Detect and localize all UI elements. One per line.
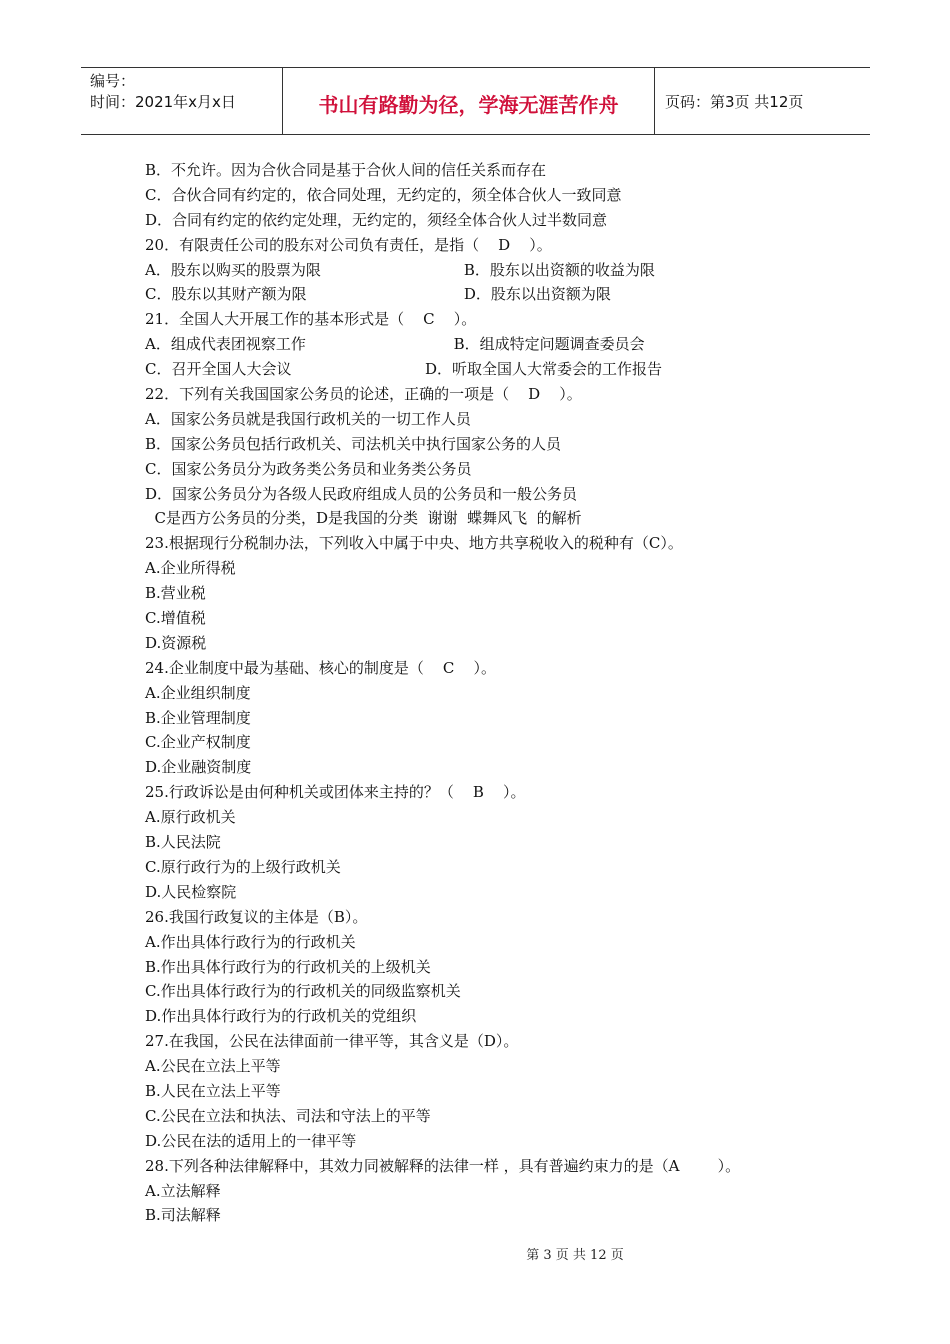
text-line: 22．下列有关我国国家公务员的论述，正确的一项是（ D ）。 [145, 385, 582, 404]
text-line: C.企业产权制度 [145, 733, 251, 752]
text-line: B.人民在立法上平等 [145, 1081, 281, 1100]
text-line: A.作出具体行政行为的行政机关 [145, 932, 356, 951]
text-line: D.资源税 [145, 633, 207, 652]
text-line: A.企业组织制度 [145, 683, 251, 702]
page-footer [0, 1244, 950, 1263]
text-line: C.公民在立法和执法、司法和守法上的平等 [145, 1106, 431, 1125]
header-motto: 书山有路勤为径，学海无涯苦作舟 [283, 68, 655, 134]
text-line: B.人民法院 [145, 833, 221, 852]
text-line: 28.下列各种法律解释中，其效力同被解释的法律一样 ，具有普遍约束力的是（A ）。 [145, 1156, 741, 1175]
text-line: D.公民在法的适用上的一律平等 [145, 1131, 357, 1150]
text-line: C．股东以其财产额为限 D．股东以出资额为限 [145, 285, 611, 304]
text-line: D.企业融资制度 [145, 758, 252, 777]
text-line: A.立法解释 [145, 1181, 221, 1200]
text-line: 24.企业制度中最为基础、核心的制度是（ C ）。 [145, 658, 496, 677]
text-line: C是西方公务员的分类，D是我国的分类 谢谢 蝶舞风飞 的解析 [145, 509, 582, 528]
text-line: C．合伙合同有约定的，依合同处理，无约定的，须全体合伙人一致同意 [145, 185, 622, 204]
text-line: B.营业税 [145, 584, 206, 603]
text-line: C.增值税 [145, 609, 206, 628]
header-meta [81, 68, 283, 134]
text-line: B．不允许。因为合伙合同是基于合伙人间的信任关系而存在 [145, 161, 547, 179]
text-line: 25.行政诉讼是由何种机关或团体来主持的？（ B ）。 [145, 783, 526, 802]
text-line: A.企业所得税 [145, 559, 236, 578]
text-line: C.作出具体行政行为的行政机关的同级监察机关 [145, 982, 461, 1001]
text-line: A．国家公务员就是我国行政机关的一切工作人员 [145, 409, 471, 428]
text-line: B.企业管理制度 [145, 708, 251, 727]
text-line: A．股东以购买的股票为限 B．股东以出资额的收益为限 [145, 260, 655, 279]
text-line: C．召开全国人大会议 D．听取全国人大常委会的工作报告 [145, 360, 663, 379]
text-line: D.人民检察院 [145, 882, 237, 901]
text-line: B.司法解释 [145, 1206, 221, 1225]
text-line: A．组成代表团视察工作 B．组成特定问题调查委员会 [145, 335, 645, 354]
text-line: B．国家公务员包括行政机关、司法机关中执行国家公务的人员 [145, 434, 562, 453]
footer-page-number: 第 3 页 共 12 页 [526, 1248, 624, 1263]
header-page-info: 页码：第3页 共12页 [665, 92, 804, 111]
text-line: B.作出具体行政行为的行政机关的上级机关 [145, 957, 431, 976]
date-text: 时间：2021年x月x日 [90, 93, 236, 111]
text-line: D．合同有约定的依约定处理，无约定的，须经全体合伙人过半数同意 [145, 210, 608, 229]
text-line: C.原行政行为的上级行政机关 [145, 857, 341, 876]
text-line: D.作出具体行政行为的行政机关的党组织 [145, 1007, 417, 1026]
text-line: 27.在我国，公民在法律面前一律平等，其含义是（D）。 [145, 1032, 519, 1051]
text-line: 23.根据现行分税制办法，下列收入中属于中央、地方共享税收入的税种有（C）。 [145, 534, 683, 553]
text-line: A.原行政机关 [145, 808, 236, 827]
text-line: 20．有限责任公司的股东对公司负有责任，是指（ D ）。 [145, 235, 552, 254]
document-body [145, 158, 885, 1228]
text-line: 21．全国人大开展工作的基本形式是（ C ）。 [145, 310, 477, 329]
text-line: C．国家公务员分为政务类公务员和业务类公务员 [145, 459, 472, 478]
text-line: A.公民在立法上平等 [145, 1057, 281, 1076]
page-header [81, 67, 870, 135]
text-line: 26.我国行政复议的主体是（B）。 [145, 907, 368, 926]
number-label: 编号： [90, 72, 136, 90]
text-line: D．国家公务员分为各级人民政府组成人员的公务员和一般公务员 [145, 484, 578, 503]
